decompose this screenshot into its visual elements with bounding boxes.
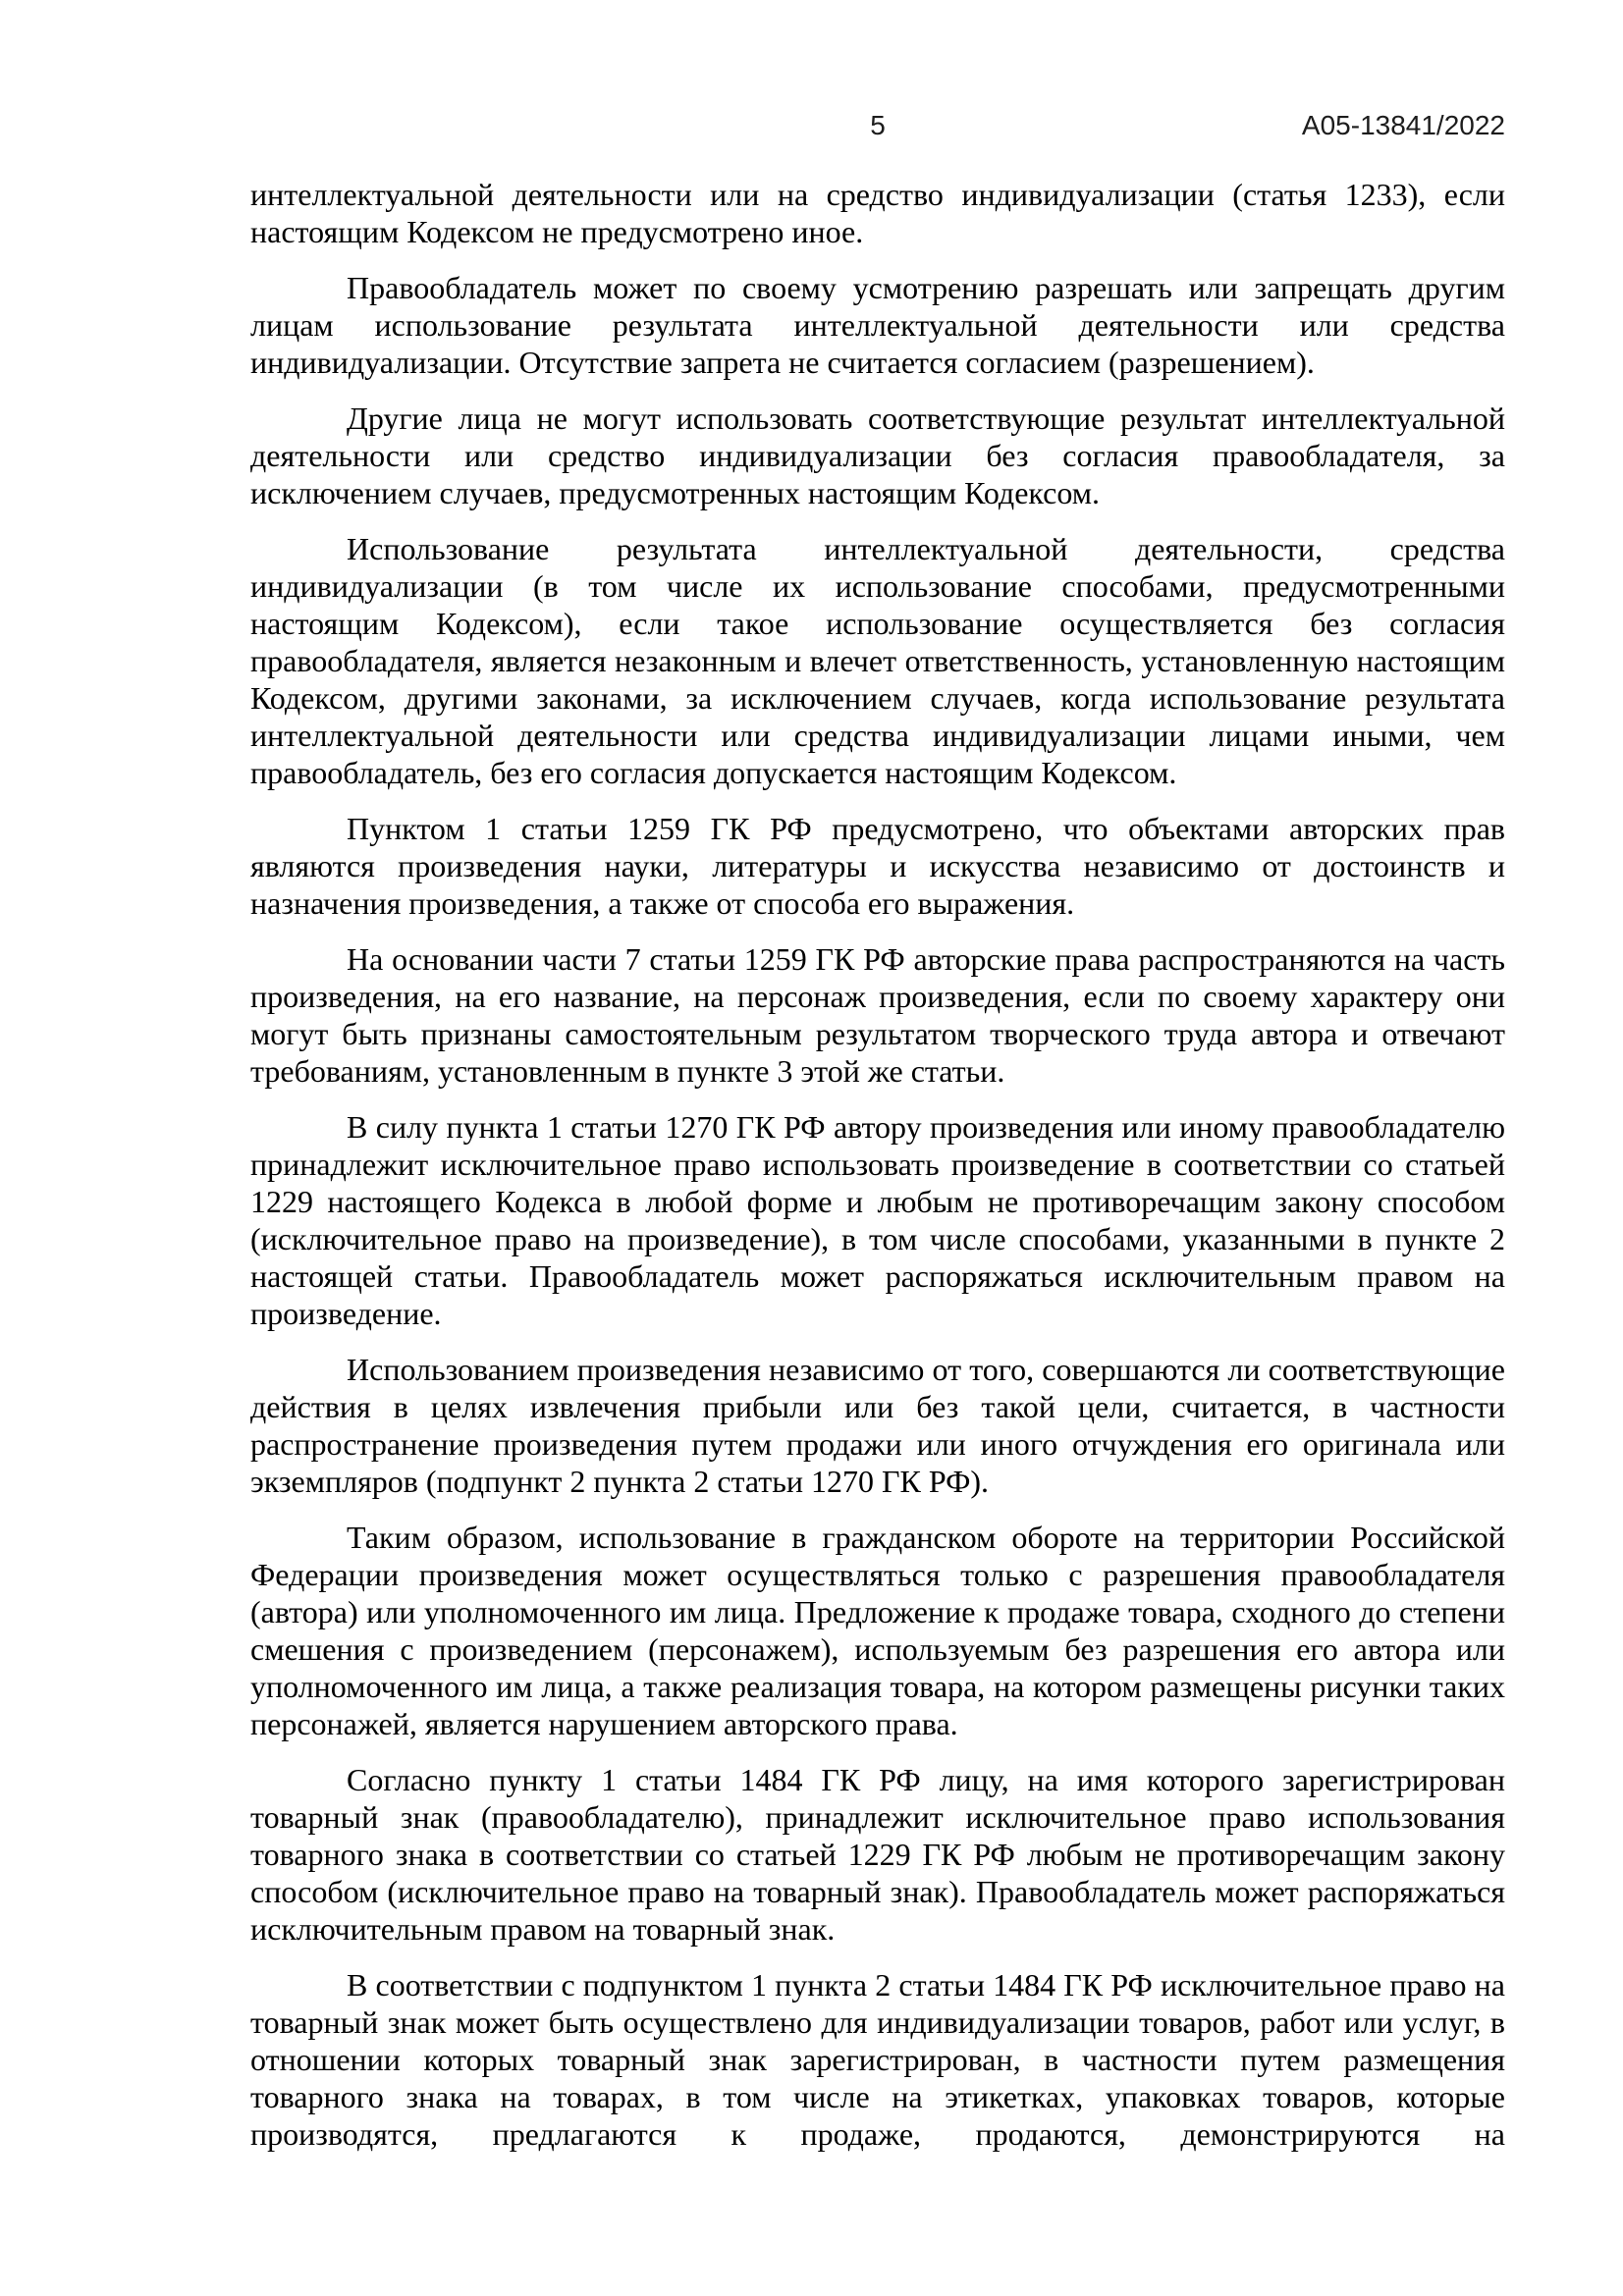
paragraph: В силу пункта 1 статьи 1270 ГК РФ автору произведения или иному правообладателю принадлежит исключительное право использовать произведение в соответствии со статьей 1229 настоящего Кодекса в любой форме и любым не противоречащим закону способом (исключительное право на произведение), в том числе способами, указанными в пункте 2 настоящей статьи. Правообладатель может распоряжаться исключительным правом на произведение. bbox=[250, 1109, 1505, 1331]
paragraph: интеллектуальной деятельности или на средство индивидуализации (статья 1233), если настоящим Кодексом не предусмотрено иное. bbox=[250, 177, 1505, 249]
paragraph: Пунктом 1 статьи 1259 ГК РФ предусмотрено, что объектами авторских прав являются произведения науки, литературы и искусства независимо от достоинств и назначения произведения, а также от способа его выражения. bbox=[250, 811, 1505, 921]
page-header bbox=[250, 110, 1505, 145]
paragraph: Согласно пункту 1 статьи 1484 ГК РФ лицу, на имя которого зарегистрирован товарный знак (правообладателю), принадлежит исключительное право использования товарного знака в соответствии со статьей 1229 ГК РФ любым не противоречащим закону способом (исключительное право на товарный знак). Правообладатель может распоряжаться исключительным правом на товарный знак. bbox=[250, 1762, 1505, 1947]
paragraph: Таким образом, использование в гражданском обороте на территории Российской Федерации произведения может осуществляться только с разрешения правообладателя (автора) или уполномоченного им лица. Предложение к продаже товара, сходного до степени смешения с произведением (персонажем), используемым без разрешения его автора или уполномоченного им лица, а также реализация товара, на котором размещены рисунки таких персонажей, является нарушением авторского права. bbox=[250, 1520, 1505, 1741]
paragraph: На основании части 7 статьи 1259 ГК РФ авторские права распространяются на часть произведения, на его название, на персонаж произведения, если по своему характеру они могут быть признаны самостоятельным результатом творческого труда автора и отвечают требованиям, установленным в пункте 3 этой же статьи. bbox=[250, 941, 1505, 1089]
case-number: А05-13841/2022 bbox=[1301, 110, 1505, 140]
paragraph: Использование результата интеллектуальной деятельности, средства индивидуализации (в том числе их использование способами, предусмотренными настоящим Кодексом), если такое использование осуществляется без согласия правообладателя, является незаконным и влечет ответственность, установленную настоящим Кодексом, другими законами, за исключением случаев, когда использование результата интеллектуальной деятельности или средства индивидуализации лицами иными, чем правообладатель, без его согласия допускается настоящим Кодексом. bbox=[250, 531, 1505, 790]
paragraph: Другие лица не могут использовать соответствующие результат интеллектуальной деятельности или средство индивидуализации без согласия правообладателя, за исключением случаев, предусмотренных настоящим Кодексом. bbox=[250, 400, 1505, 510]
paragraph: Использованием произведения независимо от того, совершаются ли соответствующие действия в целях извлечения прибыли или без такой цели, считается, в частности распространение произведения путем продажи или иного отчуждения его оригинала или экземпляров (подпункт 2 пункта 2 статьи 1270 ГК РФ). bbox=[250, 1352, 1505, 1499]
paragraph: Правообладатель может по своему усмотрению разрешать или запрещать другим лицам использование результата интеллектуальной деятельности или средства индивидуализации. Отсутствие запрета не считается согласием (разрешением). bbox=[250, 270, 1505, 380]
paragraph: В соответствии с подпунктом 1 пункта 2 статьи 1484 ГК РФ исключительное право на товарный знак может быть осуществлено для индивидуализации товаров, работ или услуг, в отношении которых товарный знак зарегистрирован, в частности путем размещения товарного знака на товарах, в том числе на этикетках, упаковках товаров, которые производятся, предлагаются к продаже, продаются, демонстрируются на bbox=[250, 1967, 1505, 2152]
document-body bbox=[250, 176, 1505, 2171]
page-number: 5 bbox=[870, 110, 886, 140]
